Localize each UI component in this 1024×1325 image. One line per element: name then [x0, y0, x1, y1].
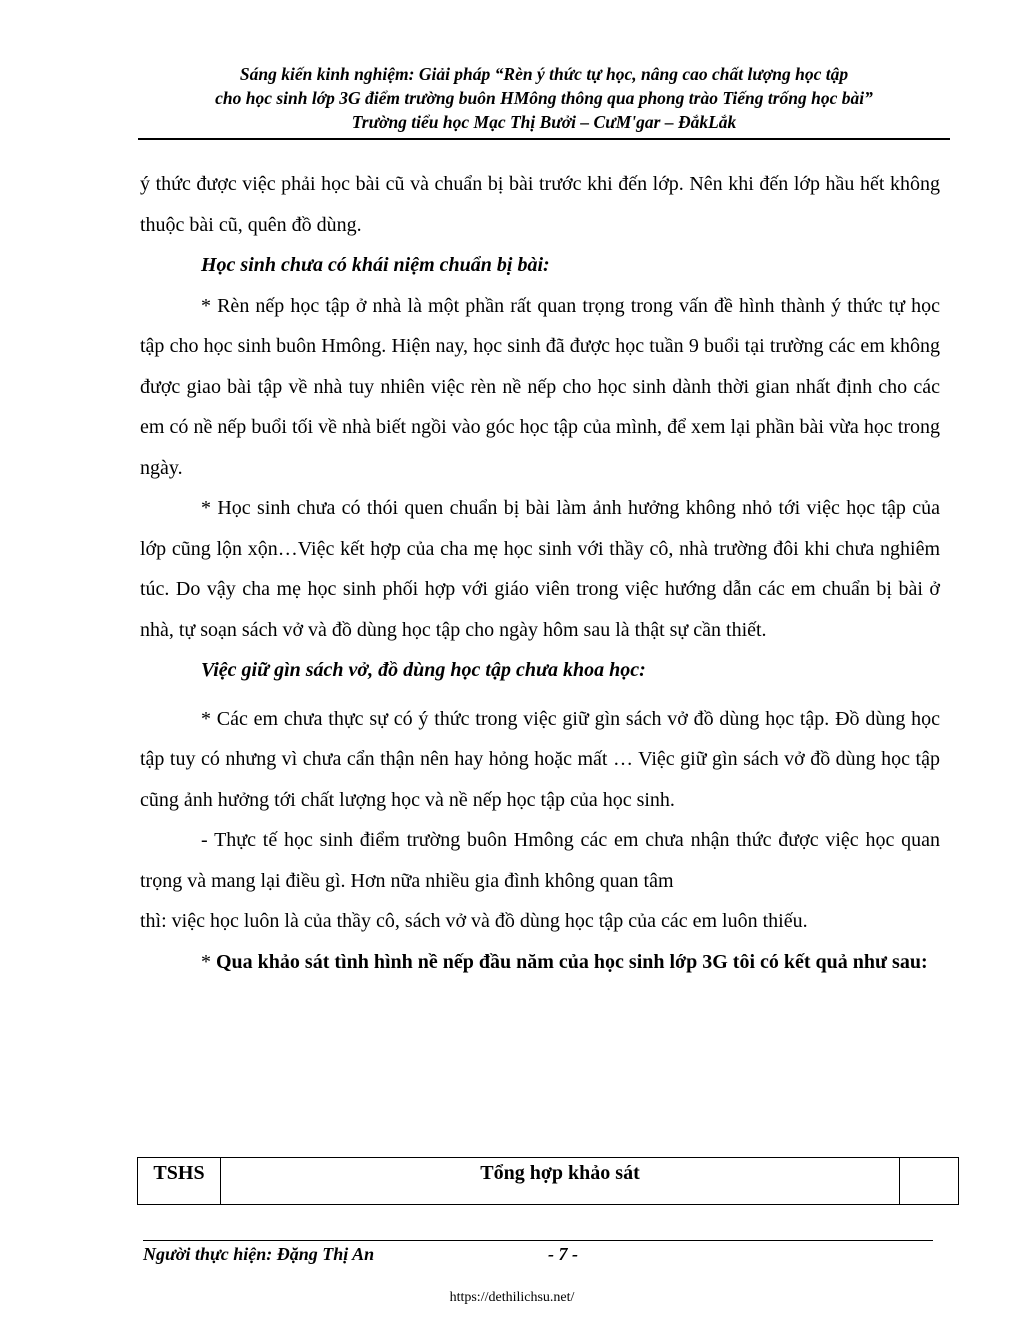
source-url: https://dethilichsu.net/ — [449, 1290, 575, 1305]
header-divider — [138, 138, 950, 140]
section-heading-book-care: Việc giữ gìn sách vở, đồ dùng học tập chưa khoa học: — [201, 659, 646, 681]
paragraph-reality: - Thực tế học sinh điểm trường buôn Hmông các em chưa nhận thức được việc học quan trọng và mang lại điều gì. Hơn nữa nhiều gia đình không quan tâm — [140, 829, 940, 892]
header-title-line-2: cho học sinh lớp 3G điểm trường buôn HMông thông qua phong trào Tiếng trống học bài” — [215, 88, 873, 108]
paragraph-preparation-habit: * Học sinh chưa có thói quen chuẩn bị bài làm ảnh hưởng không nhỏ tới việc học tập của lớp cũng lộn xộn…Việc kết hợp của cha mẹ học sinh với thầy cô, nhà trường đôi khi chưa nghiêm túc. Do vậy cha mẹ học sinh phối hợp với giáo viên trong việc hướng dẫn các em chuẩn bị bài ở nhà, tự soạn sách vở và đồ dùng học tập cho ngày hôm sau là thật sự cần thiết. — [140, 497, 940, 641]
paragraph-home-study: * Rèn nếp học tập ở nhà là một phần rất quan trọng trong vấn đề hình thành ý thức tự học tập cho học sinh buôn Hmông. Hiện nay, học sinh đã được học tuần 9 buổi tại trường các em không được giao bài tập về nhà tuy nhiên việc rèn nề nếp cho học sinh dành thời gian nhất định cho các em có nề nếp buổi tối về nhà biết ngồi vào góc học tập của mình, để xem lại phần bài vừa học trong ngày. — [140, 294, 940, 479]
footer-author: Người thực hiện: Đặng Thị An — [143, 1244, 375, 1264]
paragraph-reality-continued: thì: việc học luôn là của thầy cô, sách vở và đồ dùng học tập của các em luôn thiếu. — [140, 910, 808, 932]
page-number: - 7 - — [548, 1244, 578, 1264]
document-body — [140, 164, 940, 982]
header-school-line: Trường tiểu học Mạc Thị Bưởi – CưM'gar – ĐắkLắk — [351, 112, 737, 132]
spacer — [140, 691, 940, 699]
paragraph-book-care: * Các em chưa thực sự có ý thức trong việc giữ gìn sách vở đồ dùng học tập. Đồ dùng học tập tuy có nhưng vì chưa cẩn thận nên hay hỏng hoặc mất … Việc giữ gìn sách vở đồ dùng học tập cũng ảnh hưởng tới chất lượng học và nề nếp học tập của học sinh. — [140, 707, 940, 811]
footer-divider — [143, 1240, 933, 1241]
section-heading-preparation: Học sinh chưa có khái niệm chuẩn bị bài: — [201, 254, 550, 276]
bullet-star: * — [201, 950, 216, 973]
header-title-line-1: Sáng kiến kinh nghiệm: Giải pháp “Rèn ý thức tự học, nâng cao chất lượng học tập — [239, 64, 849, 84]
table-header-survey-summary: Tổng hợp khảo sát — [221, 1158, 900, 1205]
table-header-empty — [900, 1158, 959, 1205]
survey-intro-text: Qua khảo sát tình hình nề nếp đầu năm của học sinh lớp 3G tôi có kết quả như sau: — [216, 950, 928, 973]
paragraph-continuation: ý thức được việc phải học bài cũ và chuẩn bị bài trước khi đến lớp. Nên khi đến lớp hầu hết không thuộc bài cũ, quên đồ dùng. — [140, 173, 940, 236]
survey-table — [137, 1157, 959, 1205]
table-row — [138, 1158, 959, 1205]
paragraph-survey-intro — [140, 942, 940, 983]
document-header — [138, 62, 950, 134]
table-header-tshs: TSHS — [138, 1158, 221, 1205]
